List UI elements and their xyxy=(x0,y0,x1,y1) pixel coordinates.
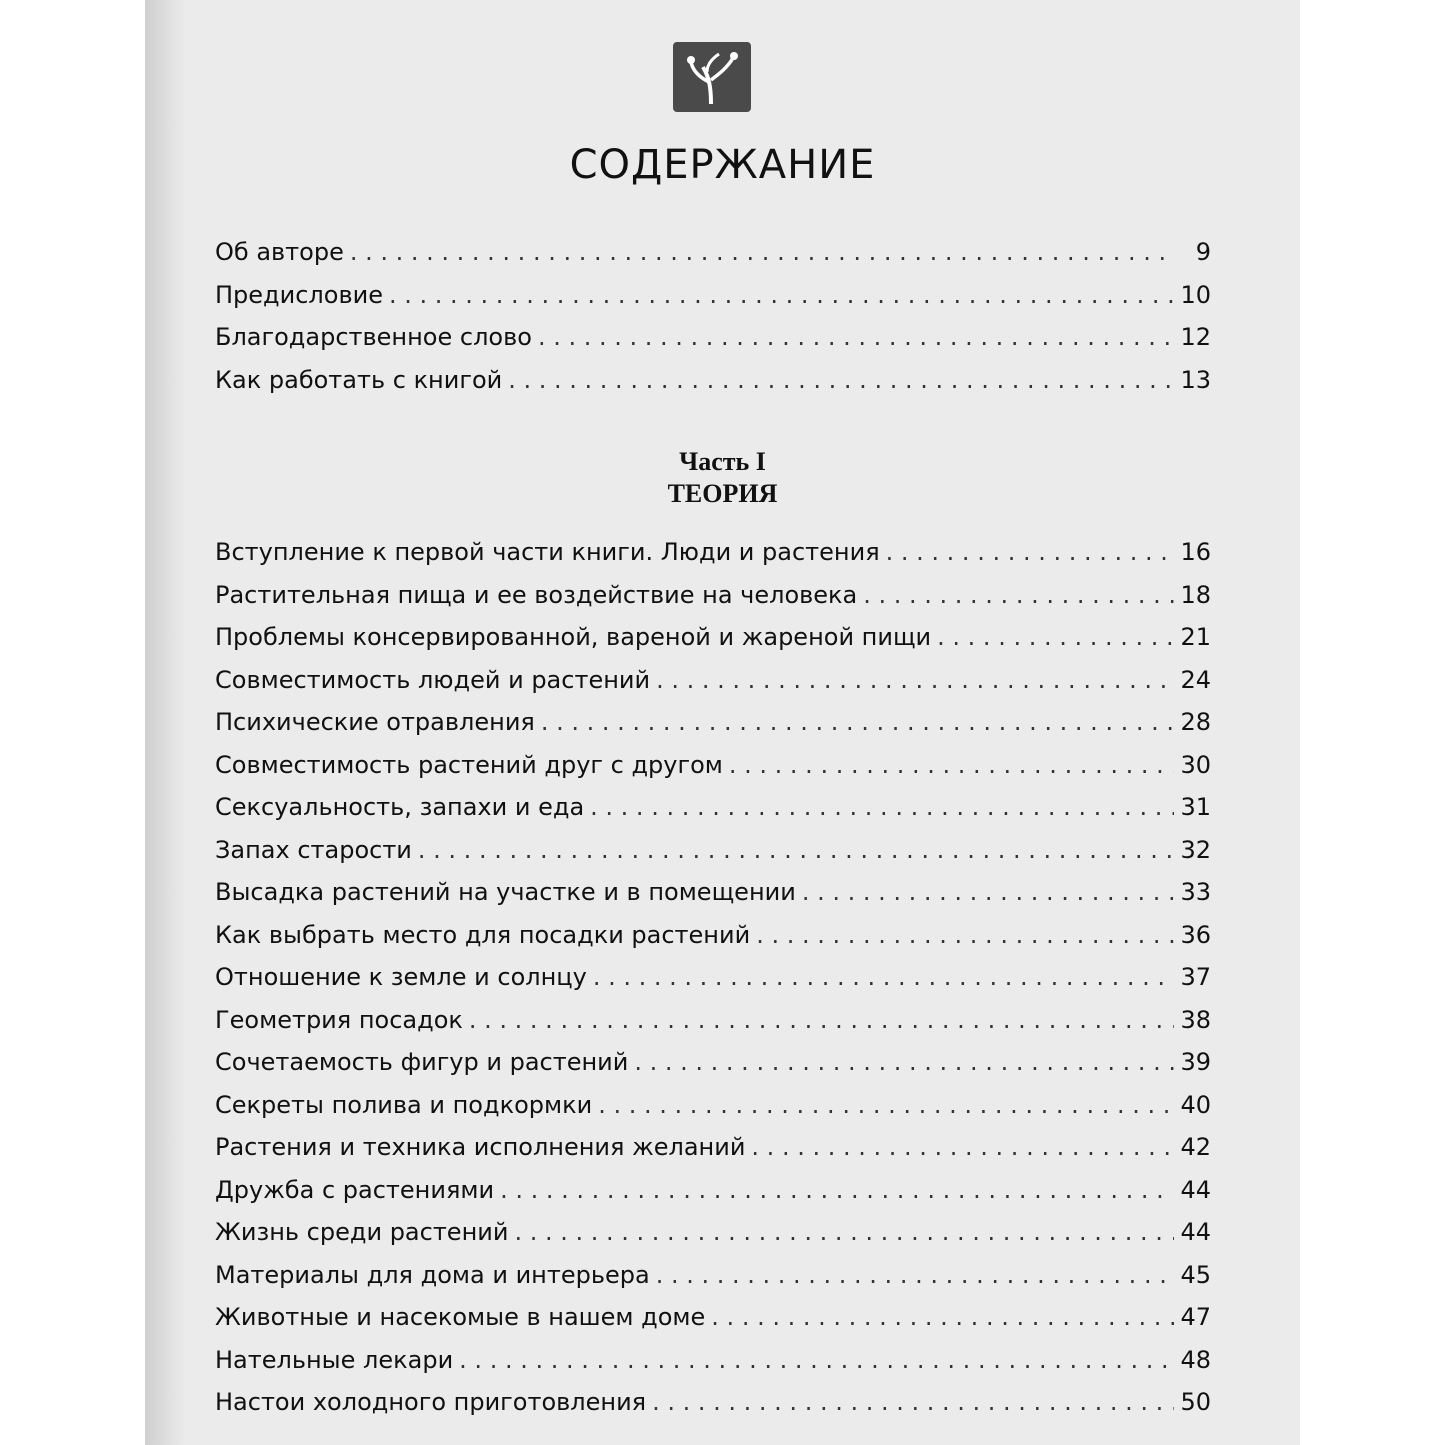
toc-entry xyxy=(215,316,1211,359)
toc-entry-page: 37 xyxy=(1180,963,1211,991)
toc-entry-title: Растительная пища и ее воздействие на человека xyxy=(215,580,858,609)
toc-entry-title: Запах старости xyxy=(215,835,412,864)
toc-entry-page: 16 xyxy=(1180,538,1211,566)
toc-entry-page: 42 xyxy=(1180,1133,1211,1161)
toc-entry-title: Предисловие xyxy=(215,280,383,309)
toc-entry-page: 39 xyxy=(1180,1048,1211,1076)
page-title: СОДЕРЖАНИЕ xyxy=(569,142,876,188)
toc-leader-dots xyxy=(711,1296,1174,1339)
toc-entry xyxy=(215,274,1211,317)
toc-entry-title: Проблемы консервированной, вареной и жареной пищи xyxy=(215,623,932,651)
toc-entry-page: 44 xyxy=(1180,1175,1211,1204)
toc-leader-dots xyxy=(590,786,1174,829)
toc-leader-dots xyxy=(652,1381,1174,1424)
toc-entry-page: 12 xyxy=(1180,323,1211,351)
toc-entry-page: 47 xyxy=(1180,1303,1211,1331)
toc-leader-dots xyxy=(634,1041,1174,1084)
toc-entry xyxy=(215,574,1211,617)
toc-leader-dots xyxy=(500,1169,1174,1212)
toc-entry-page: 36 xyxy=(1180,920,1211,949)
publisher-logo-icon xyxy=(673,42,751,112)
toc-leader-dots xyxy=(937,616,1174,659)
toc-entry-page: 44 xyxy=(1180,1218,1211,1246)
toc-entry-title: Совместимость растений друг с другом xyxy=(215,750,723,779)
toc-entry xyxy=(215,744,1211,787)
toc-entry xyxy=(215,1211,1211,1254)
toc-entry-title: Вступление к первой части книги. Люди и растения xyxy=(215,538,880,566)
page-gutter-shadow xyxy=(145,0,185,1445)
toc-entry xyxy=(215,956,1211,999)
toc-entry-title: Нательные лекари xyxy=(215,1345,454,1374)
toc-entry-title: Благодарственное слово xyxy=(215,323,532,351)
toc-leader-dots xyxy=(593,956,1175,999)
toc-entry-title: Секреты полива и подкормки xyxy=(215,1090,593,1119)
toc-entry-page: 32 xyxy=(1180,835,1211,864)
toc-entry xyxy=(215,871,1211,914)
toc-entry-title: Животные и насекомые в нашем доме xyxy=(215,1303,706,1331)
toc-entry-page: 24 xyxy=(1180,665,1211,694)
toc-entry-title: Геометрия посадок xyxy=(215,1005,463,1034)
toc-part-one xyxy=(215,531,1211,1424)
toc-entry xyxy=(215,531,1211,574)
toc-entry-title: Как работать с книгой xyxy=(215,365,503,394)
toc-entry xyxy=(215,829,1211,872)
toc-leader-dots xyxy=(863,574,1174,617)
toc-entry-page: 28 xyxy=(1180,708,1211,736)
toc-entry-page: 10 xyxy=(1180,280,1211,309)
toc-entry-title: Отношение к земле и солнцу xyxy=(215,963,587,991)
toc-leader-dots xyxy=(751,1126,1174,1169)
toc-entry xyxy=(215,1296,1211,1339)
toc-leader-dots xyxy=(756,914,1174,957)
toc-front-matter xyxy=(215,231,1211,401)
book-page xyxy=(145,0,1300,1445)
toc-leader-dots xyxy=(469,999,1175,1042)
part-name: ТЕОРИЯ xyxy=(667,479,778,508)
toc-entry-title: Жизнь среди растений xyxy=(215,1218,509,1246)
toc-entry-title: Совместимость людей и растений xyxy=(215,665,651,694)
toc-entry-title: Материалы для дома и интерьера xyxy=(215,1260,650,1289)
toc-leader-dots xyxy=(389,274,1174,317)
toc-leader-dots xyxy=(514,1211,1174,1254)
toc-entry-page: 45 xyxy=(1180,1260,1211,1289)
toc-entry-title: Психические отравления xyxy=(215,708,535,736)
toc-leader-dots xyxy=(350,231,1175,274)
toc-entry-title: Как выбрать место для посадки растений xyxy=(215,920,751,949)
toc-entry xyxy=(215,359,1211,402)
toc-entry-page: 30 xyxy=(1180,750,1211,779)
toc-entry xyxy=(215,231,1211,274)
toc-leader-dots xyxy=(598,1084,1174,1127)
toc-entry-page: 21 xyxy=(1180,623,1211,651)
toc-leader-dots xyxy=(538,316,1175,359)
toc-entry-page: 33 xyxy=(1180,878,1211,906)
toc-entry xyxy=(215,1084,1211,1127)
toc-entry-title: Сочетаемость фигур и растений xyxy=(215,1048,629,1076)
toc-entry xyxy=(215,616,1211,659)
toc-entry xyxy=(215,1381,1211,1424)
toc-leader-dots xyxy=(729,744,1175,787)
toc-entry xyxy=(215,914,1211,957)
toc-leader-dots xyxy=(886,531,1175,574)
toc-entry-page: 38 xyxy=(1180,1005,1211,1034)
toc-entry-title: Об авторе xyxy=(215,238,344,266)
toc-entry xyxy=(215,786,1211,829)
toc-entry xyxy=(215,1254,1211,1297)
toc-entry-page: 18 xyxy=(1180,580,1211,609)
toc-entry-title: Дружба с растениями xyxy=(215,1175,495,1204)
toc-entry-page: 50 xyxy=(1180,1388,1211,1416)
toc-entry xyxy=(215,659,1211,702)
toc-entry xyxy=(215,701,1211,744)
toc-leader-dots xyxy=(459,1339,1174,1382)
toc-leader-dots xyxy=(541,701,1175,744)
toc-leader-dots xyxy=(418,829,1175,872)
toc-entry-title: Растения и техника исполнения желаний xyxy=(215,1133,746,1161)
toc-leader-dots xyxy=(802,871,1175,914)
toc-leader-dots xyxy=(656,1254,1175,1297)
toc-leader-dots xyxy=(508,359,1174,402)
toc-entry-page: 31 xyxy=(1180,793,1211,821)
toc-entry-page: 40 xyxy=(1180,1090,1211,1119)
toc-entry-title: Высадка растений на участке и в помещении xyxy=(215,878,796,906)
toc-entry-title: Сексуальность, запахи и еда xyxy=(215,793,585,821)
toc-entry xyxy=(215,999,1211,1042)
toc-entry xyxy=(215,1041,1211,1084)
toc-entry xyxy=(215,1339,1211,1382)
toc-entry-title: Настои холодного приготовления xyxy=(215,1388,647,1416)
toc-leader-dots xyxy=(656,659,1174,702)
part-label: Часть I xyxy=(679,447,766,476)
toc-entry xyxy=(215,1169,1211,1212)
toc-entry-page: 9 xyxy=(1195,238,1211,266)
toc-entry-page: 48 xyxy=(1180,1345,1211,1374)
toc-entry xyxy=(215,1126,1211,1169)
toc-entry-page: 13 xyxy=(1180,365,1211,394)
